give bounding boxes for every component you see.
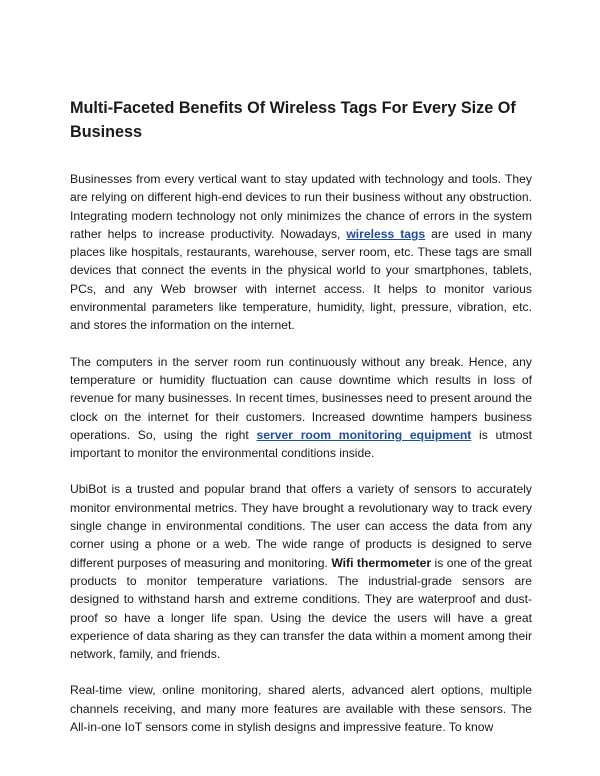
paragraph-ubibot [70,480,532,663]
paragraph-features: Real-time view, online monitoring, shared alerts, advanced alert options, multiple channels receiving, and many more features are available with these sensors. The All-in-one IoT sensors come in stylish designs and impressive feature. To know [70,683,532,735]
document-page [70,0,532,776]
paragraph-intro-text-before: Businesses from every vertical want to stay updated with technology and tools. They are relying on different high-end devices to run their business without any obstruction. Integrating modern technology not only minimizes the chance of errors in the system rather helps to increase productivity. Nowadays, [70,172,532,241]
article-title: Multi-Faceted Benefits Of Wireless Tags For Every Size Of Business [70,99,516,141]
server-room-monitoring-link[interactable]: server room monitoring equipment [256,427,472,442]
paragraph-ubibot-text-before: UbiBot is a trusted and popular brand that offers a variety of sensors to accurately monitor environmental metrics. They have brought a revolutionary way to track every single change in environmental conditions. The user can access the data from any corner using a phone or a web. The wide range of products is designed to serve different purposes of measuring and monitoring. [70,482,532,570]
paragraph-intro [70,170,532,335]
paragraph-intro-text-after: are used in many places like hospitals, restaurants, warehouse, server room, etc. These tags are small devices that connect the events in the physical world to your smartphones, tablets, PCs, and any Web browser with internet access. It helps to monitor various environmental parameters like temperature, humidity, light, pressure, vibration, etc. and stores the information on the internet. [70,226,532,333]
paragraph-ubibot-text-after: is one of the great products to monitor temperature variations. The industrial-grade sensors are designed to withstand harsh and extreme conditions. They are waterproof and dust-proof so have a longer life span. Using the device the users will have a great experience of data sharing as they can transfer the data within a moment among their network, family, and friends. [70,555,532,662]
wifi-thermometer-term: Wifi thermometer [331,555,432,570]
paragraph-server-room-text-after: is utmost important to monitor the environmental conditions inside. [70,427,532,461]
wireless-tags-link[interactable]: wireless tags [346,226,426,241]
paragraph-server-room-text-before: The computers in the server room run continuously without any break. Hence, any temperature or humidity fluctuation can cause downtime which results in loss of revenue for many businesses. In recent times, businesses need to present around the clock on the internet for their customers. Increased downtime hampers business operations. So, using the right [70,354,532,442]
paragraph-server-room [70,353,532,463]
